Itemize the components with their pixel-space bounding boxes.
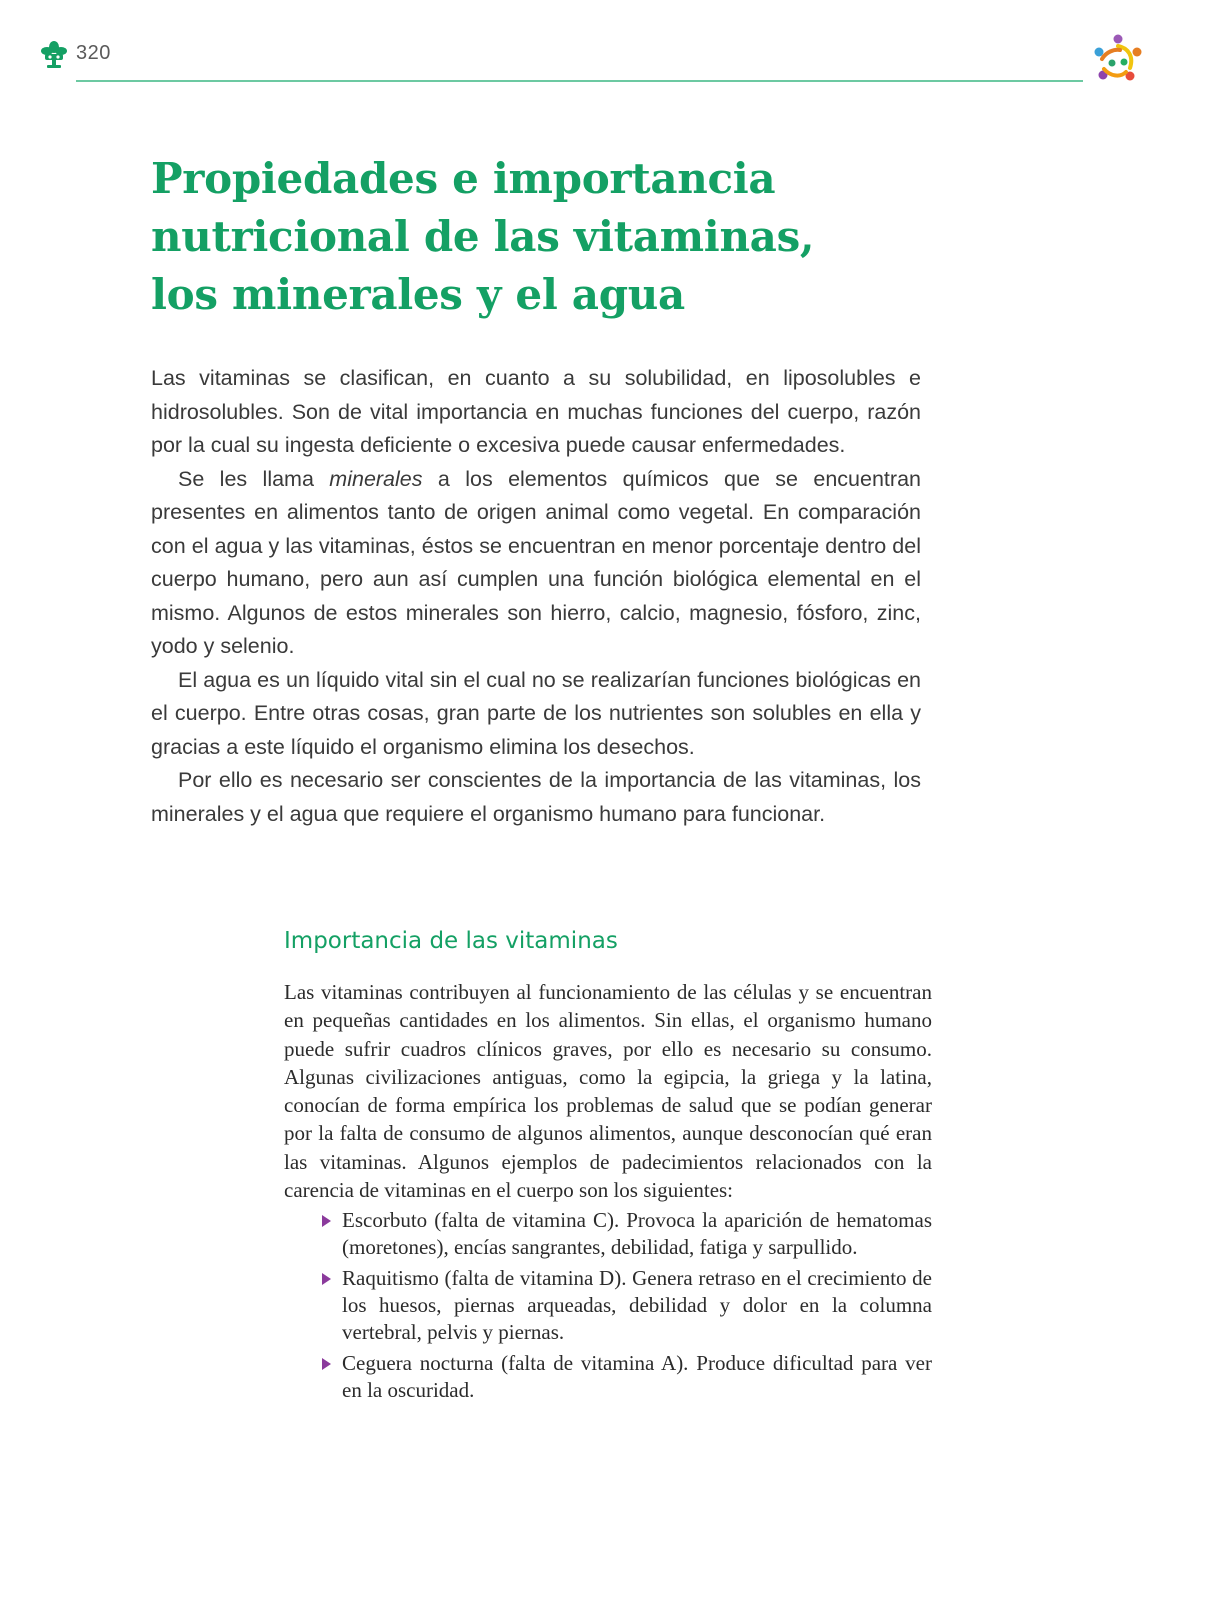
purple-triangle-bullet-icon xyxy=(322,1358,331,1370)
minerals-text-start: Se les llama xyxy=(178,466,330,491)
intro-paragraph-vitamins: Las vitaminas se clasifican, en cuanto a su solubilidad, en liposolubles e hidrosolubles. Son de vital importancia en muchas funciones del cuerpo, razón por la cual su ingesta deficiente o excesiva puede causar enfermedades. xyxy=(151,366,921,457)
purple-triangle-bullet-icon xyxy=(322,1273,331,1285)
list-item xyxy=(342,1265,932,1346)
intro-paragraph-conclusion: Por ello es necesario ser conscientes de la importancia de las vitaminas, los minerales y el agua que requiere el organismo humano para funcionar. xyxy=(151,768,921,826)
list-item-text: Escorbuto (falta de vitamina C). Provoca la aparición de hematomas (moretones), encías sangrantes, debilidad, fatiga y sarpullido. xyxy=(342,1208,932,1260)
list-item-text: Raquitismo (falta de vitamina D). Genera retraso en el crecimiento de los huesos, piernas arqueadas, debilidad y dolor en la columna vertebral, pelvis y piernas. xyxy=(342,1266,932,1345)
page-number: 320 xyxy=(76,42,111,64)
list-item xyxy=(342,1350,932,1404)
minerals-text-rest: a los elementos químicos que se encuentran presentes en alimentos tanto de origen animal como vegetal. En comparación con el agua y las vitaminas, éstos se encuentran en menor porcentaje dentro del cuerpo humano, pero aun así cumplen una función biológica elemental en el mismo. Algunos de estos minerales son hierro, calcio, magnesio, fósforo, zinc, yodo y selenio. xyxy=(151,466,921,658)
colorful-figures-logo-icon xyxy=(1090,32,1146,86)
page-title-line-1: Propiedades e importancia xyxy=(151,154,776,203)
page-header xyxy=(0,0,1214,100)
list-item-text: Ceguera nocturna (falta de vitamina A). Produce dificultad para ver en la oscuridad. xyxy=(342,1351,932,1403)
purple-triangle-bullet-icon xyxy=(322,1215,331,1227)
intro-paragraph-minerals xyxy=(151,463,921,664)
plant-emblem-icon xyxy=(40,38,68,70)
list-item xyxy=(342,1207,932,1261)
section-paragraph: Las vitaminas contribuyen al funcionamiento de las células y se encuentran en pequeñas cantidades en los alimentos. Sin ellas, el organismo humano puede sufrir cuadros clínicos graves, por ello es necesario su consumo. Algunas civilizaciones antiguas, como la egipcia, la griega y la latina, conocían de forma empírica los problemas de salud que se podían generar por la falta de consumo de algunos alimentos, aunque desconocían qué eran las vitaminas. Algunos ejemplos de padecimientos relacionados con la carencia de vitaminas en el cuerpo son los siguientes: xyxy=(284,980,932,1203)
section-body xyxy=(284,978,932,1408)
minerals-term: minerales xyxy=(329,466,423,491)
page-title-line-2: nutricional de las vitaminas, xyxy=(151,212,815,261)
page-title-line-3: los minerales y el agua xyxy=(151,270,685,319)
intro-paragraph-water: El agua es un líquido vital sin el cual no se realizarían funciones biológicas en el cuerpo. Entre otras cosas, gran parte de los nutrientes son solubles en ella y gracias a este líquido el organismo elimina los desechos. xyxy=(151,667,921,759)
page-title xyxy=(151,150,931,324)
header-divider xyxy=(76,80,1083,82)
intro-text xyxy=(151,362,921,831)
deficiency-list xyxy=(284,1207,932,1404)
section-heading: Importancia de las vitaminas xyxy=(284,928,618,954)
